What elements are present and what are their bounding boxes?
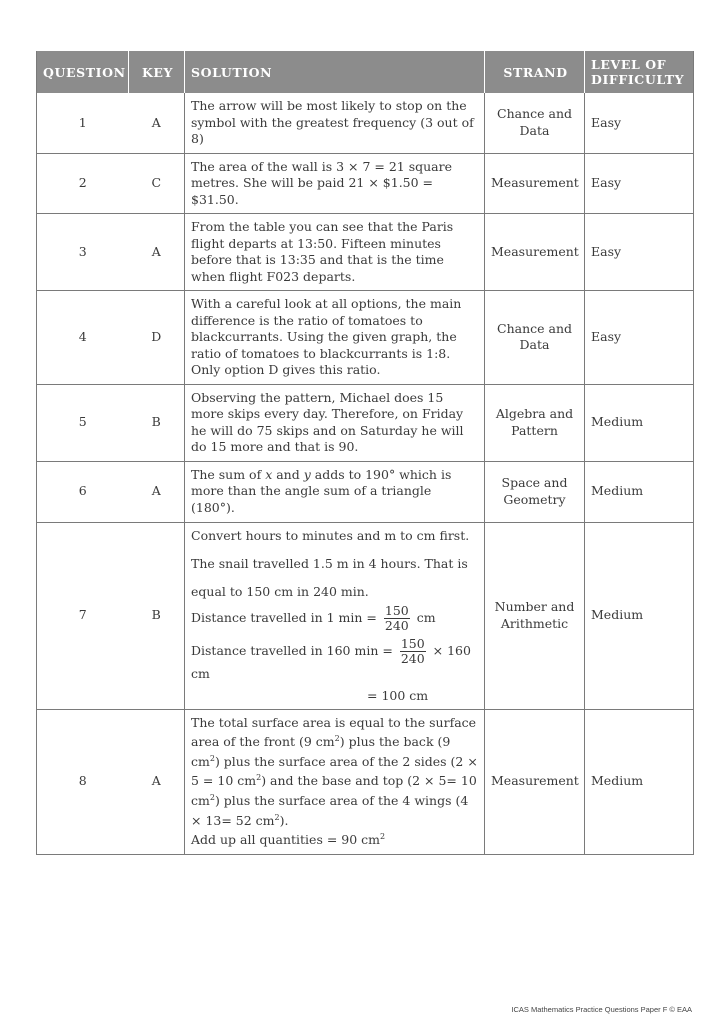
- solution-text: With a careful look at all options, the main difference is the ratio of tomatoes to blackcurrants. Using the given graph, the ratio of tomatoes to blackcurrants is 1:8. Only option D gives this ratio.: [185, 291, 485, 385]
- solution-line: [191, 604, 478, 633]
- solution-fragment: ) plus the back (9 cm: [191, 734, 451, 769]
- question-number: 5: [37, 384, 129, 461]
- equation-label: Distance travelled in 160 min =: [191, 642, 393, 658]
- table-row: [37, 709, 694, 854]
- strand: Measurement: [485, 153, 585, 214]
- solution-text: [185, 522, 485, 709]
- superscript: 2: [256, 773, 262, 783]
- table-row: [37, 522, 694, 709]
- header-strand: STRAND: [485, 51, 585, 93]
- solution-fragment: The total surface area is equal to the surface area of the front (9 cm: [191, 714, 477, 750]
- strand: Number and Arithmetic: [485, 522, 585, 709]
- strand: Chance and Data: [485, 291, 585, 385]
- difficulty: Medium: [585, 384, 694, 461]
- header-solution: SOLUTION: [185, 51, 485, 93]
- solution-fragment: ) plus the surface area of the 2 sides (2 × 5 = 10 cm: [191, 753, 478, 789]
- superscript: 2: [274, 812, 280, 822]
- answer-key: B: [129, 522, 185, 709]
- unit: × 160 cm: [191, 642, 471, 681]
- solution-fragment: adds to 190° which is more than the angle sum of a triangle (180°).: [191, 466, 452, 515]
- solution-fragment: ).: [279, 812, 289, 828]
- variable-y: y: [303, 466, 311, 482]
- difficulty: Medium: [585, 522, 694, 709]
- unit: cm: [416, 609, 436, 625]
- header-key: KEY: [129, 51, 185, 93]
- strand: Measurement: [485, 709, 585, 854]
- strand: Measurement: [485, 214, 585, 291]
- difficulty: Easy: [585, 214, 694, 291]
- fraction-denominator: 240: [400, 650, 425, 666]
- answer-key: D: [129, 291, 185, 385]
- answer-key: B: [129, 384, 185, 461]
- table-row: [37, 153, 694, 214]
- solution-text: The area of the wall is 3 × 7 = 21 square metres. She will be paid 21 × $1.50 = $31.50.: [185, 153, 485, 214]
- strand: Chance and Data: [485, 93, 585, 153]
- solution-text: [185, 709, 485, 854]
- solution-line: = 100 cm: [367, 687, 429, 703]
- answer-key: A: [129, 93, 185, 153]
- solution-text: The arrow will be most likely to stop on the symbol with the greatest frequency (3 out of 8): [185, 93, 485, 153]
- fraction-denominator: 240: [384, 617, 409, 633]
- question-number: 2: [37, 153, 129, 214]
- superscript: 2: [209, 792, 215, 802]
- question-number: 7: [37, 522, 129, 709]
- solution-line: Convert hours to minutes and m to cm first.: [191, 527, 470, 543]
- solutions-table: [36, 51, 694, 855]
- solution-fragment: ) plus the surface area of the 4 wings (4 × 13= 52 cm: [191, 793, 469, 828]
- fraction: [400, 637, 426, 666]
- footer-copyright: ICAS Mathematics Practice Questions Paper F © EAA: [511, 1005, 692, 1014]
- solution-line: The snail travelled 1.5 m in 4 hours. That is: [191, 555, 468, 571]
- superscript: 2: [380, 832, 386, 842]
- solution-line: equal to 150 cm in 240 min.: [191, 583, 369, 599]
- solution-text: Observing the pattern, Michael does 15 more skips every day. Therefore, on Friday he will do 75 skips and on Saturday he will do 15 more and that is 90.: [185, 384, 485, 461]
- fraction-numerator: 150: [384, 602, 409, 618]
- solution-line: [191, 637, 478, 682]
- question-number: 8: [37, 709, 129, 854]
- solution-fragment: The sum of: [191, 466, 266, 482]
- difficulty: Easy: [585, 93, 694, 153]
- solution-fragment: Add up all quantities = 90 cm: [191, 832, 381, 848]
- strand: Space and Geometry: [485, 461, 585, 522]
- answer-key: A: [129, 461, 185, 522]
- difficulty: Medium: [585, 709, 694, 854]
- superscript: 2: [334, 734, 340, 743]
- difficulty: Medium: [585, 461, 694, 522]
- equation-label: Distance travelled in 1 min =: [191, 609, 377, 625]
- variable-x: x: [265, 466, 273, 482]
- solution-text: From the table you can see that the Paris flight departs at 13:50. Fifteen minutes before that is 13:35 and that is the time when flight F023 departs.: [185, 214, 485, 291]
- table-row: [37, 291, 694, 385]
- table-row: [37, 384, 694, 461]
- header-row: [37, 51, 694, 93]
- answer-key: C: [129, 153, 185, 214]
- table-row: [37, 461, 694, 522]
- strand: Algebra and Pattern: [485, 384, 585, 461]
- solution-text: [185, 461, 485, 522]
- superscript: 2: [209, 753, 215, 763]
- difficulty: Easy: [585, 153, 694, 214]
- header-question: QUESTION: [37, 51, 129, 93]
- fraction: [384, 604, 410, 633]
- table-row: [37, 214, 694, 291]
- fraction-numerator: 150: [400, 635, 425, 651]
- question-number: 6: [37, 461, 129, 522]
- answer-key: A: [129, 214, 185, 291]
- table-row: [37, 93, 694, 153]
- answer-key: A: [129, 709, 185, 854]
- difficulty: Easy: [585, 291, 694, 385]
- question-number: 3: [37, 214, 129, 291]
- solution-fragment: ) and the base and top (2 × 5= 10 cm: [191, 773, 477, 809]
- solution-fragment: and: [272, 466, 304, 482]
- header-difficulty: LEVEL OF DIFFICULTY: [585, 51, 694, 93]
- question-number: 1: [37, 93, 129, 153]
- question-number: 4: [37, 291, 129, 385]
